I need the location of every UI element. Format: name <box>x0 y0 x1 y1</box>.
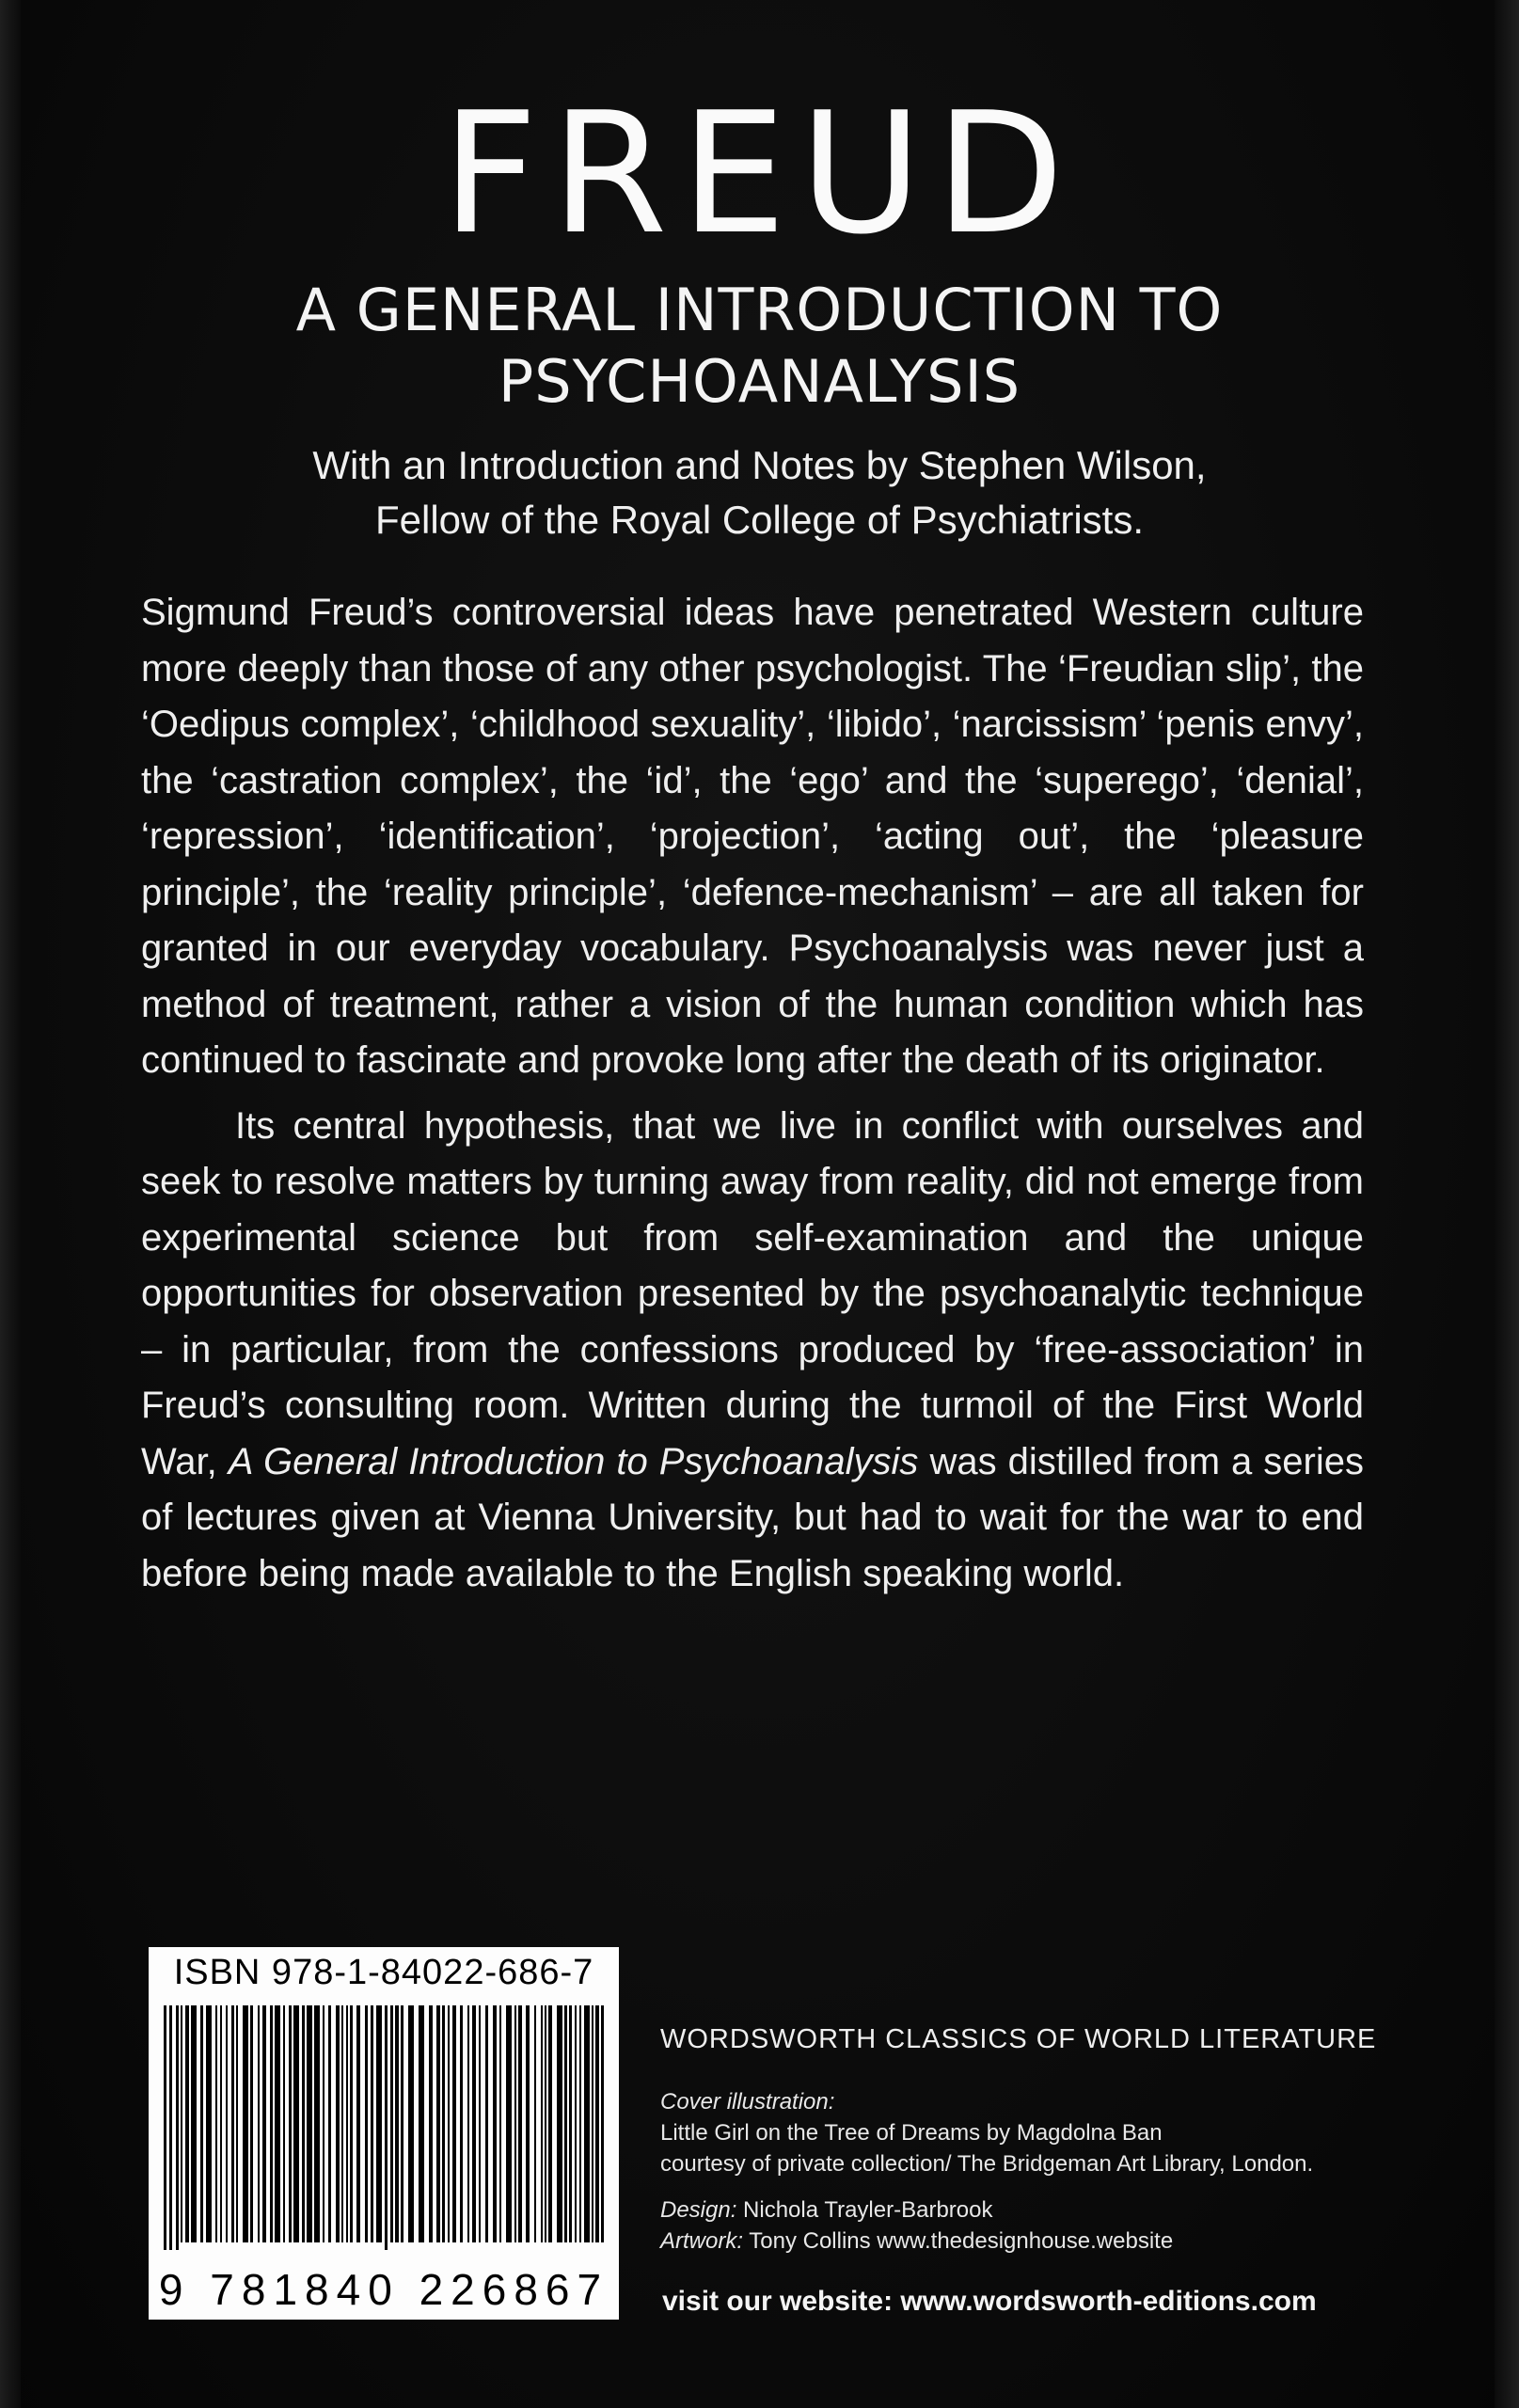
barcode-bar <box>584 2005 590 2242</box>
barcode-bar <box>557 2005 562 2242</box>
design-label: Design: <box>660 2197 737 2223</box>
barcode-bar <box>485 2005 488 2242</box>
barcode-bar <box>448 2005 450 2242</box>
barcode-digits: 9 781840 226867 <box>158 2265 609 2314</box>
barcode-bar <box>499 2005 501 2242</box>
barcode-bar <box>275 2005 280 2242</box>
artwork-name: Tony Collins www.thedesignhouse.website <box>749 2228 1174 2254</box>
barcode-bar <box>215 2005 217 2242</box>
blurb-paragraph-2-end: was distilled from a series of lectures given at Vienna University, but had to wait for the war to end before being made available to the English speaking world. <box>141 1440 1364 1594</box>
barcode-bar <box>592 2005 593 2242</box>
isbn-barcode-box <box>149 1947 619 2320</box>
artwork-label: Artwork: <box>660 2228 744 2254</box>
book-subtitle <box>0 275 1519 418</box>
barcode-bar <box>307 2005 312 2242</box>
barcode-graphic <box>160 2005 608 2250</box>
barcode-bar <box>283 2005 285 2242</box>
barcode-bar <box>328 2005 331 2242</box>
barcode-bar <box>302 2005 305 2242</box>
barcode-bar <box>526 2005 530 2242</box>
barcode-bar <box>548 2005 552 2242</box>
barcode-bar <box>579 2005 581 2242</box>
publisher-website: visit our website: www.wordsworth-editions.com <box>662 2286 1317 2317</box>
barcode-bar <box>460 2005 463 2242</box>
barcode-bar <box>545 2005 546 2242</box>
barcode-bar <box>514 2005 516 2242</box>
cover-credits <box>660 2086 1450 2257</box>
blurb-paragraph-2 <box>141 1099 1364 1603</box>
design-credit <box>660 2194 1450 2226</box>
barcode-bar <box>442 2005 445 2242</box>
barcode-bar <box>534 2005 536 2242</box>
barcode-bar <box>371 2005 373 2242</box>
barcode-bar <box>231 2005 234 2242</box>
design-name: Nichola Trayler-Barbrook <box>743 2197 993 2223</box>
barcode-bar <box>408 2005 414 2242</box>
barcode-bar <box>323 2005 324 2242</box>
barcode-bar <box>395 2005 399 2242</box>
illustration-title: Little Girl on the Tree of Dreams by Magdolna Ban <box>660 2120 1163 2146</box>
barcode-bar <box>262 2005 266 2242</box>
barcode-bar <box>226 2005 228 2242</box>
illustration-credit: courtesy of private collection/ The Bridgeman Art Library, London. <box>660 2151 1314 2177</box>
barcode-bar <box>200 2005 203 2242</box>
cover-illustration-label: Cover illustration: <box>660 2089 835 2115</box>
barcode-bar <box>220 2005 222 2242</box>
barcode-bar <box>236 2005 238 2242</box>
barcode-bar <box>467 2005 469 2242</box>
blurb <box>141 585 1364 1602</box>
barcode-bar <box>569 2005 572 2242</box>
barcode-bar <box>390 2005 393 2242</box>
barcode-bar <box>350 2005 353 2242</box>
barcode-bar <box>356 2005 360 2242</box>
barcode-bar <box>479 2005 481 2242</box>
barcode-bar <box>191 2005 197 2242</box>
subtitle-line-1: A GENERAL INTRODUCTION TO <box>295 276 1224 344</box>
barcode-bar <box>429 2005 433 2242</box>
barcode-bar <box>506 2005 512 2242</box>
artwork-credit <box>660 2226 1450 2257</box>
blurb-paragraph-2-start: Its central hypothesis, that we live in conflict with ourselves and seek to resolve matters by turning away from reality, did not emerge from experimental science but from self-examination and the unique opportunities for observation presented by the psychoanalytic technique – in particular, from the confessions produced by ‘free-association’ in Freud’s consulting room. Written during the turmoil of the First World War, <box>141 1104 1364 1482</box>
book-title-italic: A General Introduction to Psychoanalysis <box>228 1440 919 1482</box>
barcode-bar <box>181 2005 182 2242</box>
introduction-credit-line-2: Fellow of the Royal College of Psychiatrists. <box>374 498 1144 542</box>
barcode-bar <box>164 2005 166 2250</box>
isbn-label: ISBN 978-1-84022-686-7 <box>173 1953 594 1992</box>
barcode-bar <box>243 2005 248 2242</box>
barcode-bar <box>341 2005 343 2242</box>
barcode-bar <box>385 2005 388 2250</box>
barcode-bar <box>185 2005 189 2242</box>
series-name: WORDSWORTH CLASSICS OF WORLD LITERATURE <box>660 2024 1377 2054</box>
barcode-bar <box>293 2005 299 2242</box>
barcode-bar <box>401 2005 403 2242</box>
barcode-bar <box>206 2005 212 2242</box>
blurb-paragraph-1: Sigmund Freud’s controversial ideas have penetrated Western culture more deeply than those of any other psychologist. The ‘Freudian slip’, the ‘Oedipus complex’, ‘childhood sexuality’, ‘libido’, ‘narcissism’ ‘penis envy’, the ‘castration complex’, the ‘id’, the ‘ego’ and the ‘superego’, ‘denial’, ‘repression’, ‘identification’, ‘projection’, ‘acting out’, the ‘pleasure principle’, the ‘reality principle’, ‘defence-mechanism’ – are all taken for granted in our everyday vocabulary. Psychoanalysis was never just a method of treatment, rather a vision of the human condition which has continued to fascinate and provoke long after the death of its originator. <box>141 592 1364 1081</box>
barcode-bar <box>314 2005 320 2242</box>
barcode-bar <box>452 2005 456 2242</box>
introduction-credit <box>0 438 1519 547</box>
introduction-credit-line-1: With an Introduction and Notes by Stephen Wilson, <box>312 443 1207 487</box>
barcode-bar <box>270 2005 273 2242</box>
book-title: FREUD <box>441 76 1078 271</box>
barcode-bar <box>601 2005 604 2242</box>
barcode-bar <box>336 2005 340 2242</box>
barcode-bar <box>376 2005 382 2242</box>
barcode-bar <box>564 2005 567 2242</box>
barcode-bar <box>472 2005 476 2242</box>
barcode-bar <box>258 2005 260 2242</box>
barcode-bar <box>541 2005 543 2242</box>
barcode-bar <box>346 2005 348 2242</box>
barcode-bar <box>575 2005 577 2242</box>
barcode-bar <box>176 2005 179 2250</box>
barcode-bar <box>365 2005 368 2242</box>
barcode-bar <box>250 2005 253 2242</box>
barcode-bar <box>436 2005 440 2242</box>
barcode-bar <box>289 2005 292 2242</box>
barcode-bar <box>169 2005 172 2250</box>
barcode-bar <box>518 2005 522 2242</box>
subtitle-line-2: PSYCHOANALYSIS <box>498 347 1021 416</box>
barcode-bar <box>595 2005 599 2242</box>
barcode-bar <box>419 2005 424 2242</box>
barcode-bar <box>493 2005 497 2242</box>
